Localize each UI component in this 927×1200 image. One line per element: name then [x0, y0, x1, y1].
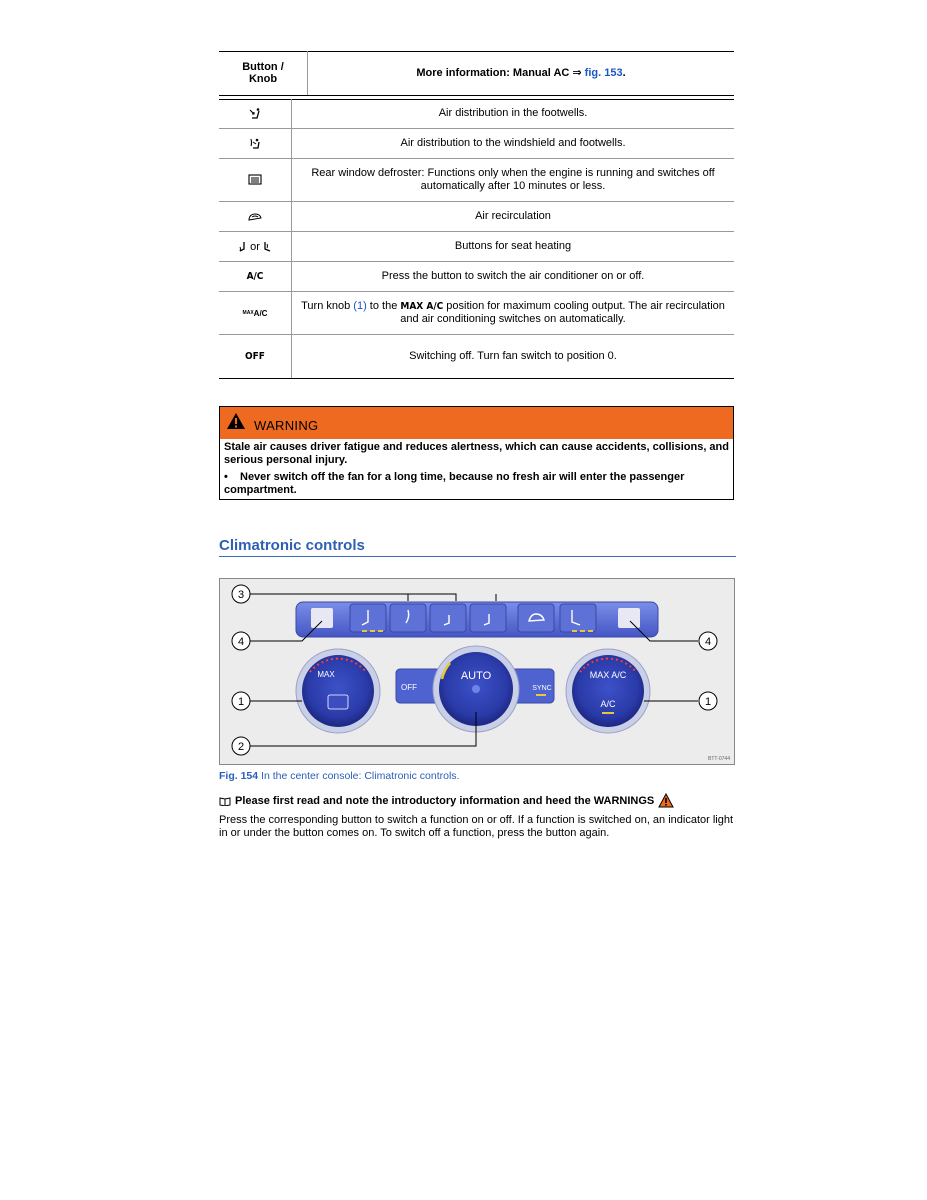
figure-code: BTT-0744: [708, 756, 730, 762]
row-text: Buttons for seat heating: [454, 240, 572, 252]
left-max-label: MAX: [317, 670, 335, 679]
rear-defroster-icon: [248, 174, 262, 186]
auto-label[interactable]: AUTO: [460, 670, 492, 682]
warning-text: Stale air causes driver fatigue and reduces alertness, which can cause accidents, collisions, and serious personal injury.: [224, 441, 729, 466]
bullet: •: [224, 471, 228, 483]
right-temperature-knob[interactable]: [572, 655, 644, 727]
row-text-a: Turn knob: [301, 300, 354, 312]
right-max-ac-label: MAX A/C: [589, 670, 627, 680]
callout-1-right: 1: [704, 696, 712, 708]
warning-bullet-item: [224, 471, 729, 497]
ac-label: A/C: [253, 308, 268, 318]
table-row: [219, 292, 734, 335]
max-small-label: MAX: [242, 310, 254, 316]
figure-caption: [219, 770, 459, 782]
warning-body: [220, 439, 733, 497]
row-text: Press the button to switch the air conditioner on or off.: [381, 270, 645, 282]
windshield-footwell-airflow-icon: [248, 137, 262, 151]
callout-4-left: 4: [237, 636, 245, 648]
row-text-c: position for maximum cooling output. The air recirculation and air conditioning switches on automatically.: [400, 300, 725, 325]
climatronic-panel-illustration: [220, 579, 734, 764]
table-header-row: [219, 51, 734, 95]
table-cell-icon: [219, 159, 292, 201]
table-row: [219, 232, 734, 262]
right-ac-label[interactable]: A/C: [600, 699, 616, 709]
airflow-upper-button[interactable]: [430, 604, 466, 632]
row-text: [292, 292, 734, 334]
left-temperature-knob[interactable]: [302, 655, 374, 727]
table-row: [219, 335, 734, 379]
table-cell-icon: [219, 202, 292, 231]
callout-1-left: 1: [237, 696, 245, 708]
center-knob-dot: [472, 685, 480, 693]
table-cell-icon: [219, 99, 292, 128]
sync-label[interactable]: SYNC: [532, 685, 552, 692]
climatronic-figure: [219, 578, 735, 765]
left-seat-square: [311, 608, 333, 628]
seat-back-heating-icon: [263, 241, 272, 253]
row-text-b: to the: [366, 300, 401, 312]
table-row: [219, 129, 734, 159]
header-period: .: [622, 66, 626, 79]
note-body: Press the corresponding button to switch a function on or off. If a function is switched on, an indicator light in or under the button comes on. To switch off a function, press the button again.: [219, 814, 734, 839]
book-icon: [219, 796, 231, 806]
row-text: Air distribution to the windshield and footwells.: [400, 137, 626, 149]
right-seat-square: [618, 608, 640, 628]
off-symbol: OFF: [219, 335, 292, 378]
warning-box: [219, 406, 734, 500]
row-text: Air recirculation: [475, 210, 551, 222]
table-row: [219, 159, 734, 202]
seat-heat-right-button[interactable]: [560, 604, 596, 632]
row-text: Switching off. Turn fan switch to position 0.: [409, 350, 617, 362]
airflow-footwell-button[interactable]: [470, 604, 506, 632]
controls-table: [219, 51, 734, 379]
warning-triangle-icon: [226, 412, 246, 430]
seat-heating-icon: [238, 241, 247, 253]
left-knob-defrost-button[interactable]: [328, 695, 348, 709]
footwell-airflow-icon: [248, 107, 262, 121]
callout-3: 3: [237, 589, 245, 601]
ac-led: [602, 712, 614, 714]
section-heading: Climatronic controls: [219, 537, 736, 557]
row-text: Air distribution in the footwells.: [438, 107, 588, 119]
table-cell-icon: [219, 232, 292, 261]
max-ac-symbol: [219, 292, 292, 334]
recirculation-icon: [247, 212, 263, 222]
max-ac-inline: MAX A/C: [400, 301, 444, 312]
row-text: Rear window defroster: Functions only when the engine is running and switches off automatically after 10 minutes or less.: [311, 167, 715, 192]
table-row: [219, 202, 734, 232]
header-more-info: [308, 51, 734, 95]
knob-1-link[interactable]: (1): [353, 300, 367, 312]
recirculation-button[interactable]: [518, 604, 554, 632]
figure-caption-label: Fig. 154: [219, 770, 259, 782]
or-label: or: [250, 240, 260, 253]
ac-symbol: A/C: [219, 262, 292, 291]
note-heading: [219, 793, 674, 808]
fig-153-link[interactable]: fig. 153: [584, 66, 623, 79]
table-row: [219, 99, 734, 129]
table-row: [219, 262, 734, 292]
callout-2: 2: [237, 741, 245, 753]
figure-caption-text: In the center console: Climatronic controls.: [258, 770, 460, 782]
warning-title: WARNING: [254, 418, 319, 433]
header-button-knob: Button / Knob: [219, 51, 308, 95]
off-label[interactable]: OFF: [401, 683, 417, 692]
warning-header: [220, 407, 733, 439]
warning-triangle-icon[interactable]: [658, 793, 674, 808]
callout-4-right: 4: [704, 636, 712, 648]
table-cell-icon: [219, 129, 292, 158]
sync-led: [536, 694, 546, 696]
warning-bullet-text: Never switch off the fan for a long time, because no fresh air will enter the passenger compartment.: [224, 471, 685, 496]
note-heading-text: Please first read and note the introductory information and heed the WARNINGS: [235, 794, 655, 807]
header-more-info-text: More information: Manual AC ⇒: [416, 66, 585, 79]
